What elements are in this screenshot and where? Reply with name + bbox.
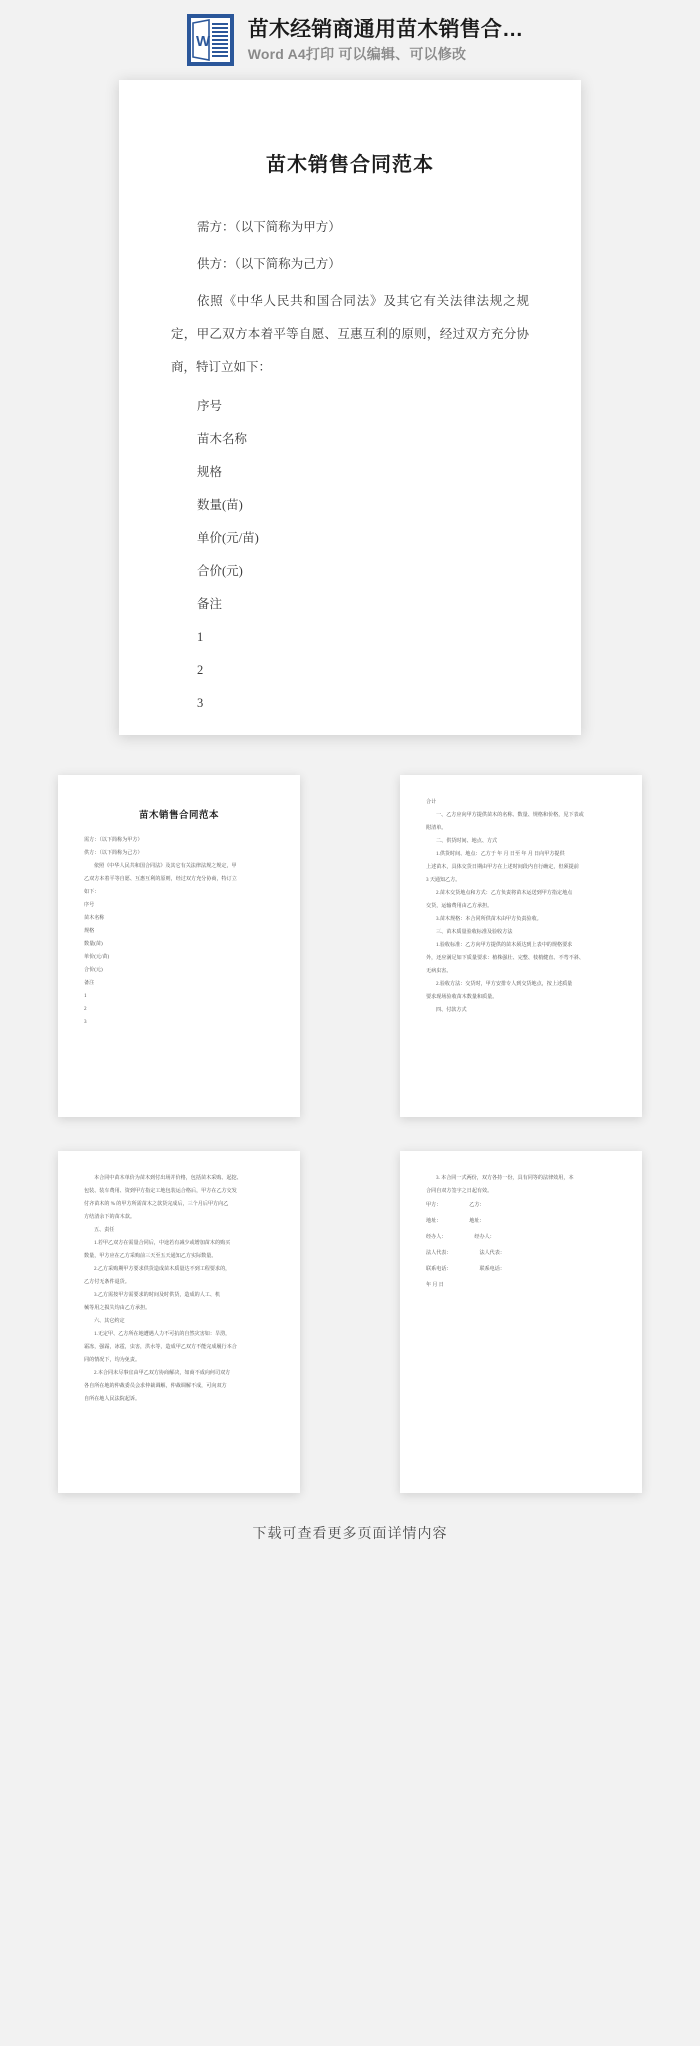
svg-text:W: W xyxy=(195,33,210,50)
main-preview-area xyxy=(0,80,700,775)
footer-download-hint[interactable]: 下载可查看更多页面详情内容 xyxy=(252,1525,448,1541)
thumbnail-line: 霜冻，强霜，冰雹，虫害，洪水等，造成甲乙双方不能完成履行本合 xyxy=(84,1344,237,1350)
list-item: 数量(苗) xyxy=(197,498,243,512)
thumbnail-line: 包装、装车费用、资到甲方指定工地包装运合格后，甲方在乙方交发 xyxy=(84,1188,237,1194)
thumbnail-line: 2.苗木交货地点和方式：乙方负责将苗木运送到甲方指定地点 xyxy=(436,890,573,896)
list-item: 苗木名称 xyxy=(197,432,248,446)
thumbnail-line: 2.本合同未尽事宜由甲乙双方协商解决，如商不成向何司双方 xyxy=(94,1370,231,1376)
thumbnail-line: 供方：（以下简称为己方） xyxy=(84,850,143,856)
list-item: 规格 xyxy=(197,465,223,479)
document-paragraph: 需方：（以下简称为甲方） xyxy=(197,220,341,234)
thumbnail-line: 1 xyxy=(84,993,87,999)
document-footer xyxy=(0,1493,700,1569)
thumbnail-line: 2 xyxy=(84,1006,87,1012)
thumbnail-line: 外，还应满足如下质量要求：植株强壮、完整、枝梢健直、不弯不斜、 xyxy=(426,955,584,961)
thumbnail-line: 三、苗木质量验收标准及验收方法 xyxy=(436,929,513,935)
thumbnail-page-2[interactable] xyxy=(400,775,642,1117)
thumbnail-line: 苗木名称 xyxy=(84,915,105,921)
list-item: 备注 xyxy=(197,597,223,611)
signature-row xyxy=(426,1199,616,1212)
thumbnail-line: 付齐苗木的 % 的甲方所需苗木之款货完成后，三个月后甲方向乙 xyxy=(84,1201,229,1207)
thumbnail-line: 3.苗木规格：本合同所供苗木由甲方负责验收。 xyxy=(436,916,542,922)
document-header xyxy=(0,0,700,80)
thumbnail-line: 数量(苗) xyxy=(84,941,103,947)
thumbnail-line: 要求现场验收苗木数量和质量。 xyxy=(426,994,498,1000)
page-subtitle: Word A4打印 可以编辑、可以修改 xyxy=(247,45,467,62)
thumbnail-line: 1.无定甲、乙方所在地遭遇人力不可抗的自然灾害如：旱涝， xyxy=(94,1331,231,1337)
thumbnail-line: 械等用之损失均由乙方承担。 xyxy=(84,1305,151,1311)
page-title: 苗木经销商通用苗木销售合… xyxy=(247,17,524,41)
thumbnail-line: 四、付款方式 xyxy=(436,1007,467,1013)
thumbnail-line: 方结清余下的苗木款。 xyxy=(84,1214,135,1220)
list-item: 合价(元) xyxy=(197,564,243,578)
list-item: 序号 xyxy=(197,399,223,413)
list-item: 3 xyxy=(197,696,204,710)
signature-row xyxy=(426,1247,616,1260)
signature-label: 法人代表： xyxy=(479,1250,505,1256)
signature-label: 地址： xyxy=(426,1218,442,1224)
signature-label: 经办人： xyxy=(474,1234,495,1240)
thumbnail-line: 自所在地人民法院起诉。 xyxy=(84,1396,141,1402)
signature-row xyxy=(426,1279,616,1292)
thumbnail-line: 规格 xyxy=(84,928,95,934)
header-inner xyxy=(187,14,524,66)
thumbnail-page-3[interactable] xyxy=(58,1151,300,1493)
thumbnail-line: 序号 xyxy=(84,902,95,908)
signature-label: 法人代表： xyxy=(426,1250,452,1256)
thumbnail-line: 依照《中华人民共和国合同法》及其它有关法律法规之规定，甲 xyxy=(94,863,237,869)
signature-label: 乙方： xyxy=(469,1202,485,1208)
thumbnail-line: 3 天通知乙方。 xyxy=(426,877,461,883)
signature-label: 甲方： xyxy=(426,1202,442,1208)
list-item: 2 xyxy=(197,663,204,677)
thumbnail-line: 合同自双方签字之日起有效。 xyxy=(426,1188,493,1194)
thumbnail-line: 六、其它约定 xyxy=(94,1318,125,1324)
thumbnail-line: 单价(元/苗) xyxy=(84,954,110,960)
thumbnail-line: 乙方付无条件退货。 xyxy=(84,1279,130,1285)
signature-label: 地址： xyxy=(469,1218,485,1224)
thumbnail-line: 2.乙方采购期甲方要求供货造成苗木质量达不到工程要求的， xyxy=(94,1266,231,1272)
thumbnail-line: 2.验收方法：交货时，甲方安排专人到交货地点，按上述质量 xyxy=(436,981,573,987)
document-title: 苗木销售合同范本 xyxy=(266,154,434,176)
signature-row xyxy=(426,1263,616,1276)
document-paragraph: 供方：（以下简称为己方） xyxy=(197,257,341,271)
signature-row xyxy=(426,1231,616,1244)
signature-label: 经办人： xyxy=(426,1234,447,1240)
thumbnail-line: 3 xyxy=(84,1019,87,1025)
thumbnail-line: 无病虫害。 xyxy=(426,968,452,974)
thumbnail-line: 交货，运输费用由乙方承担。 xyxy=(426,903,493,909)
thumbnail-line: 乙双方本着平等自愿、互惠互利的原则，经过双方充分协商，特订立 xyxy=(84,876,237,882)
thumbnail-line: 3. 本合同一式两份，双方各持一份，具有同等的法律效用，本 xyxy=(436,1175,574,1181)
thumbnail-line: 附清单。 xyxy=(426,825,447,831)
thumbnail-line: 合价(元) xyxy=(84,967,103,973)
signature-label: 联系电话： xyxy=(426,1266,452,1272)
thumbnail-line: 备注 xyxy=(84,980,95,986)
signature-date: 年 月 日 xyxy=(426,1282,444,1288)
thumbnail-line: 本合同中苗木单价为苗木到付出场并价格，包括苗木采购、起挖、 xyxy=(94,1175,242,1181)
thumbnail-line: 如下： xyxy=(84,889,100,895)
thumbnail-line: 1.验收标准：乙方向甲方提供的苗木须达到上表中的规格要求 xyxy=(436,942,573,948)
thumbnail-line: 1.若甲乙双方在需量合同后，中途若有减少或增加苗木的购买 xyxy=(94,1240,231,1246)
thumbnail-line: 数量，甲方应在乙方采购前三天至五天通知乙方实际数量。 xyxy=(84,1253,217,1259)
word-document-icon xyxy=(187,14,234,66)
document-field-list xyxy=(171,390,529,720)
thumbnail-line: 合计 xyxy=(426,799,437,805)
header-text-block xyxy=(248,18,524,62)
thumbnail-line: 五、责任 xyxy=(94,1227,115,1233)
document-intro-paragraph: 依照《中华人民共和国合同法》及其它有关法律法规之规定，甲乙双方本着平等自愿、互惠互利的原则，经过双方充分协商，特订立如下： xyxy=(171,294,529,374)
thumbnail-line: 1.供货时间、地点：乙方于 年 月 日至 年 月 日向甲方提供 xyxy=(436,851,565,857)
list-item: 1 xyxy=(197,630,204,644)
thumbnail-page-1[interactable] xyxy=(58,775,300,1117)
thumbnail-line: 需方：（以下简称为甲方） xyxy=(84,837,143,843)
thumbnail-page-4[interactable] xyxy=(400,1151,642,1493)
thumbnail-grid xyxy=(0,775,700,1493)
thumbnail-line: 各自所在地的仲裁委员会求仲裁调解，仲裁调解不成，可向双方 xyxy=(84,1383,227,1389)
thumbnail-title: 苗木销售合同范本 xyxy=(138,811,219,821)
signature-row xyxy=(426,1215,616,1228)
thumbnail-line: 同的情况下，均为免责。 xyxy=(84,1357,141,1363)
thumbnail-line: 一、乙方应向甲方提供苗木的名称、数量、规格和价格，见下表或 xyxy=(436,812,584,818)
signature-label: 联系电话： xyxy=(479,1266,505,1272)
document-page-preview[interactable] xyxy=(119,80,581,735)
thumbnail-line: 3.乙方需按甲方需要求的时间及时供货，造成的人工、机 xyxy=(94,1292,221,1298)
thumbnail-line: 二、供货时间、地点、方式 xyxy=(436,838,498,844)
list-item: 单价(元/苗) xyxy=(197,531,259,545)
thumbnail-line: 上述苗木，具体交货日期由甲方在上述时间段内自行确定，但须提前 xyxy=(426,864,579,870)
